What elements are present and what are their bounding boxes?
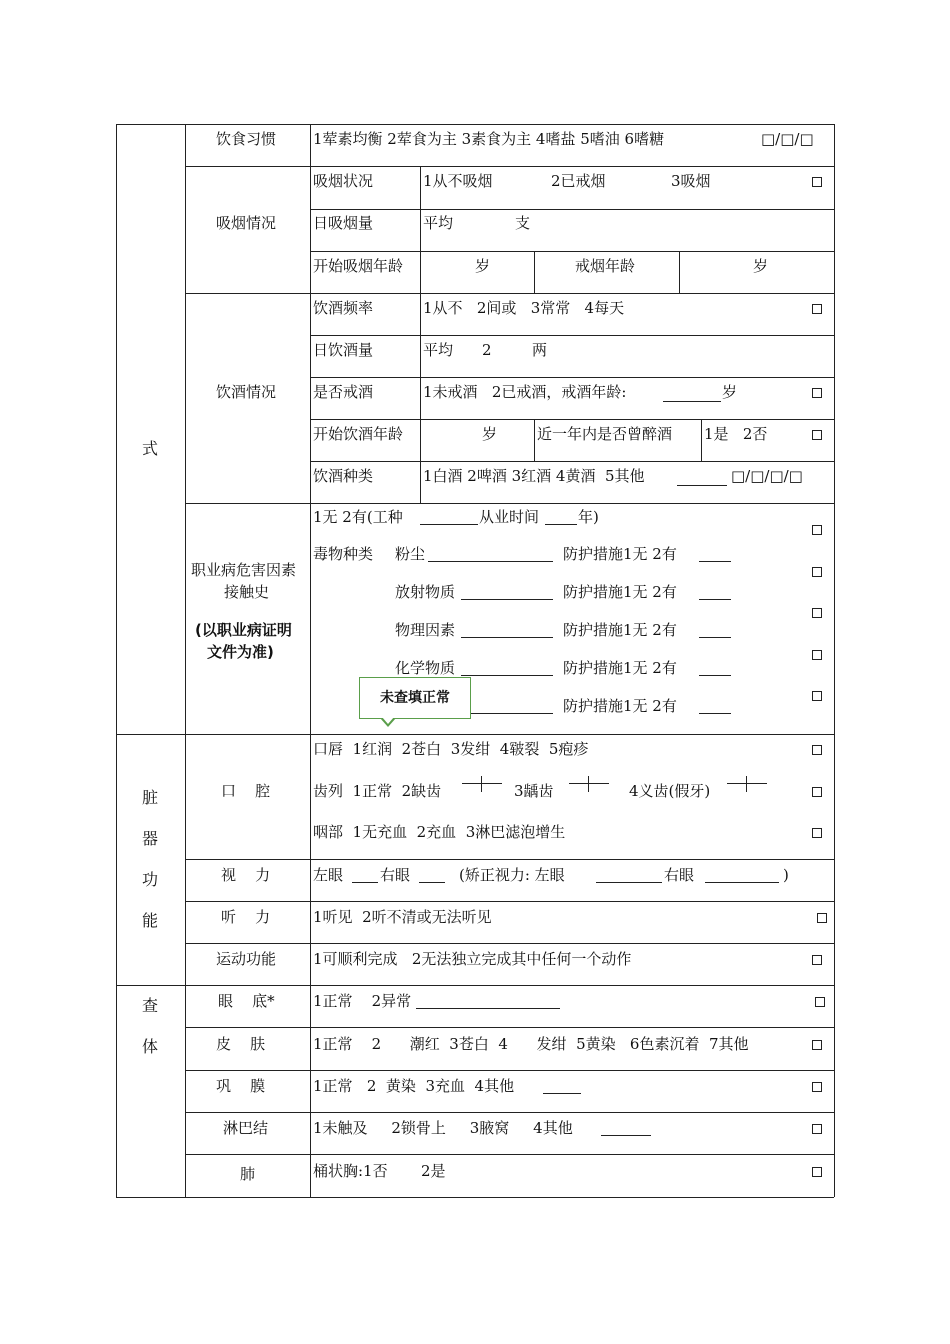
other-protect: 防护措施1无 2有 [563, 697, 677, 715]
chemical-protect: 防护措施1无 2有 [563, 659, 677, 677]
fundus-label: 眼 底* [218, 992, 275, 1010]
drinking-quit-label: 是否戒酒 [313, 383, 374, 401]
oral-teeth-b: 3龋齿 [514, 782, 554, 800]
denture-tooth-grid-icon [727, 776, 767, 792]
oral-teeth-c: 4义齿(假牙) [629, 782, 711, 800]
diet-label: 饮食习惯 [216, 130, 277, 148]
drinking-quit-unit: 岁 [722, 383, 738, 401]
unchecked-normal-callout: 未查填正常 [359, 677, 471, 719]
vision-corrected-right: 右眼 [664, 866, 695, 884]
smoking-quit-age-label: 戒烟年龄 [575, 257, 636, 275]
lymph-options: 1未触及 2锁骨上 3腋窝 4其他 [313, 1119, 573, 1137]
section-organ-4: 能 [141, 911, 158, 930]
radiation-blank[interactable] [461, 599, 553, 600]
lymph-label: 淋巴结 [223, 1119, 269, 1137]
drinking-freq-checkbox[interactable] [812, 304, 822, 314]
motor-label: 运动功能 [216, 950, 277, 968]
dust-blank[interactable] [428, 561, 553, 562]
smoking-daily-label: 日吸烟量 [313, 214, 374, 232]
section-exam-1: 查 [141, 996, 158, 1015]
occupational-toxin-label: 毒物种类 [313, 545, 374, 563]
drinking-daily-num: 2 [482, 341, 492, 359]
drinking-drunk-checkbox[interactable] [812, 430, 822, 440]
motor-checkbox[interactable] [812, 955, 822, 965]
smoking-label: 吸烟情况 [216, 214, 277, 232]
occupational-first-b: 从业时间 [479, 508, 540, 526]
other-blank[interactable] [461, 713, 553, 714]
drinking-label: 饮酒情况 [216, 383, 277, 401]
smoking-status-checkbox[interactable] [812, 177, 822, 187]
smoking-status-opt2: 2已戒烟 [551, 172, 606, 190]
vision-right: 右眼 [380, 866, 411, 884]
vision-left-blank[interactable] [352, 882, 378, 883]
section-organ-1: 脏 [141, 788, 158, 807]
drinking-drunk-label: 近一年内是否曾醉酒 [537, 425, 673, 443]
drinking-freq-label: 饮酒频率 [313, 299, 374, 317]
fundus-checkbox[interactable] [815, 997, 825, 1007]
vision-right-blank[interactable] [419, 882, 445, 883]
drinking-start-age-label: 开始饮酒年龄 [313, 425, 404, 443]
chemical-blank[interactable] [461, 675, 553, 676]
vision-corrected-right-blank[interactable] [705, 882, 779, 883]
oral-pharynx: 咽部 1无充血 2充血 3淋巴滤泡增生 [313, 823, 566, 841]
drinking-types-options: 1白酒 2啤酒 3红酒 4黄酒 5其他 [423, 467, 645, 485]
occupational-checkbox-1[interactable] [812, 525, 822, 535]
occupational-item-physical: 物理因素 [395, 621, 456, 639]
missing-tooth-grid-icon [462, 776, 502, 792]
occupational-checkbox-2[interactable] [812, 567, 822, 577]
vision-close: ) [783, 866, 789, 884]
drinking-types-label: 饮酒种类 [313, 467, 374, 485]
skin-label: 皮 肤 [216, 1035, 266, 1053]
occupational-item-chemical: 化学物质 [395, 659, 456, 677]
occupational-item-radiation: 放射物质 [395, 583, 456, 601]
drinking-quit-options: 1未戒酒 2已戒酒，戒酒年龄: [423, 383, 627, 401]
vision-label: 视 力 [221, 866, 271, 884]
drinking-quit-checkbox[interactable] [812, 388, 822, 398]
vision-corrected: (矫正视力: 左眼 [459, 866, 565, 884]
oral-teeth-checkbox[interactable] [812, 787, 822, 797]
occupational-note-2: 文件为准) [207, 643, 274, 661]
motor-options: 1可顺利完成 2无法独立完成其中任何一个动作 [313, 950, 632, 968]
diet-checkboxes[interactable]: □/□/□ [761, 130, 814, 148]
hearing-options: 1听见 2听不清或无法听见 [313, 908, 492, 926]
occupational-note-1: (以职业病证明 [195, 621, 292, 639]
occupational-checkbox-5[interactable] [812, 691, 822, 701]
occupational-label-1: 职业病危害因素 [191, 561, 297, 579]
drinking-start-age-unit: 岁 [482, 425, 498, 443]
dust-protect: 防护措施1无 2有 [563, 545, 677, 563]
section-organ-2: 器 [141, 829, 158, 848]
drinking-daily-unit: 两 [532, 341, 548, 359]
lung-options: 桶状胸:1否 2是 [313, 1162, 446, 1180]
occupational-years-blank[interactable] [545, 524, 577, 525]
occupational-label-2: 接触史 [224, 583, 270, 601]
physical-protect: 防护措施1无 2有 [563, 621, 677, 639]
drinking-drunk-options: 1是 2否 [704, 425, 768, 443]
oral-label: 口 腔 [221, 782, 271, 800]
smoking-start-age-unit: 岁 [475, 257, 491, 275]
occupational-first-a: 1无 2有(工种 [313, 508, 403, 526]
sclera-options: 1正常 2 黄染 3充血 4其他 [313, 1077, 515, 1095]
skin-checkbox[interactable] [812, 1040, 822, 1050]
oral-pharynx-checkbox[interactable] [812, 828, 822, 838]
drinking-quit-age-blank[interactable] [663, 401, 721, 402]
sclera-label: 巩 膜 [216, 1077, 266, 1095]
fundus-abnormal-blank[interactable] [416, 1008, 560, 1009]
sclera-checkbox[interactable] [812, 1082, 822, 1092]
occupational-checkbox-4[interactable] [812, 650, 822, 660]
hearing-label: 听 力 [221, 908, 271, 926]
smoking-status-opt1: 1从不吸烟 [423, 172, 493, 190]
smoking-daily-avg: 平均 [423, 214, 454, 232]
smoking-daily-unit: 支 [515, 214, 531, 232]
dust-protect-blank[interactable] [699, 561, 731, 562]
smoking-status-label: 吸烟状况 [313, 172, 374, 190]
drinking-daily-label: 日饮酒量 [313, 341, 374, 359]
smoking-status-opt3: 3吸烟 [671, 172, 711, 190]
section-organ-3: 功 [141, 870, 158, 889]
lymph-checkbox[interactable] [812, 1124, 822, 1134]
physical-blank[interactable] [461, 637, 553, 638]
caries-tooth-grid-icon [569, 776, 609, 792]
other-protect-blank[interactable] [699, 713, 731, 714]
radiation-protect: 防护措施1无 2有 [563, 583, 677, 601]
lymph-other-blank[interactable] [601, 1135, 651, 1136]
lung-label: 肺 [240, 1165, 256, 1183]
oral-teeth-a: 齿列 1正常 2缺齿 [313, 782, 442, 800]
section-exam-2: 体 [141, 1037, 158, 1056]
section-lifestyle-tail: 式 [141, 439, 158, 458]
radiation-protect-blank[interactable] [699, 599, 731, 600]
occupational-checkbox-3[interactable] [812, 608, 822, 618]
diet-options: 1荤素均衡 2荤食为主 3素食为主 4嗜盐 5嗜油 6嗜糖 [313, 130, 665, 148]
oral-lips: 口唇 1红润 2苍白 3发绀 4皲裂 5疱疹 [313, 740, 589, 758]
callout-pointer-inner [382, 717, 394, 724]
physical-protect-blank[interactable] [699, 637, 731, 638]
lung-checkbox[interactable] [812, 1167, 822, 1177]
hearing-checkbox[interactable] [817, 913, 827, 923]
chemical-protect-blank[interactable] [699, 675, 731, 676]
occupational-job-blank[interactable] [420, 524, 478, 525]
vision-left: 左眼 [313, 866, 344, 884]
sclera-other-blank[interactable] [543, 1093, 581, 1094]
fundus-options: 1正常 2异常 [313, 992, 412, 1010]
oral-lips-checkbox[interactable] [812, 745, 822, 755]
smoking-start-age-label: 开始吸烟年龄 [313, 257, 404, 275]
skin-options: 1正常 2 潮红 3苍白 4 发绀 5黄染 6色素沉着 7其他 [313, 1035, 749, 1053]
drinking-types-checkboxes[interactable]: □/□/□/□ [731, 467, 803, 485]
drinking-freq-options: 1从不 2间或 3常常 4每天 [423, 299, 625, 317]
occupational-item-dust: 粉尘 [395, 545, 426, 563]
drinking-daily-avg: 平均 [423, 341, 454, 359]
smoking-quit-age-unit: 岁 [753, 257, 769, 275]
occupational-first-c: 年) [578, 508, 599, 526]
vision-corrected-left-blank[interactable] [596, 882, 662, 883]
drinking-types-other-blank[interactable] [677, 485, 727, 486]
